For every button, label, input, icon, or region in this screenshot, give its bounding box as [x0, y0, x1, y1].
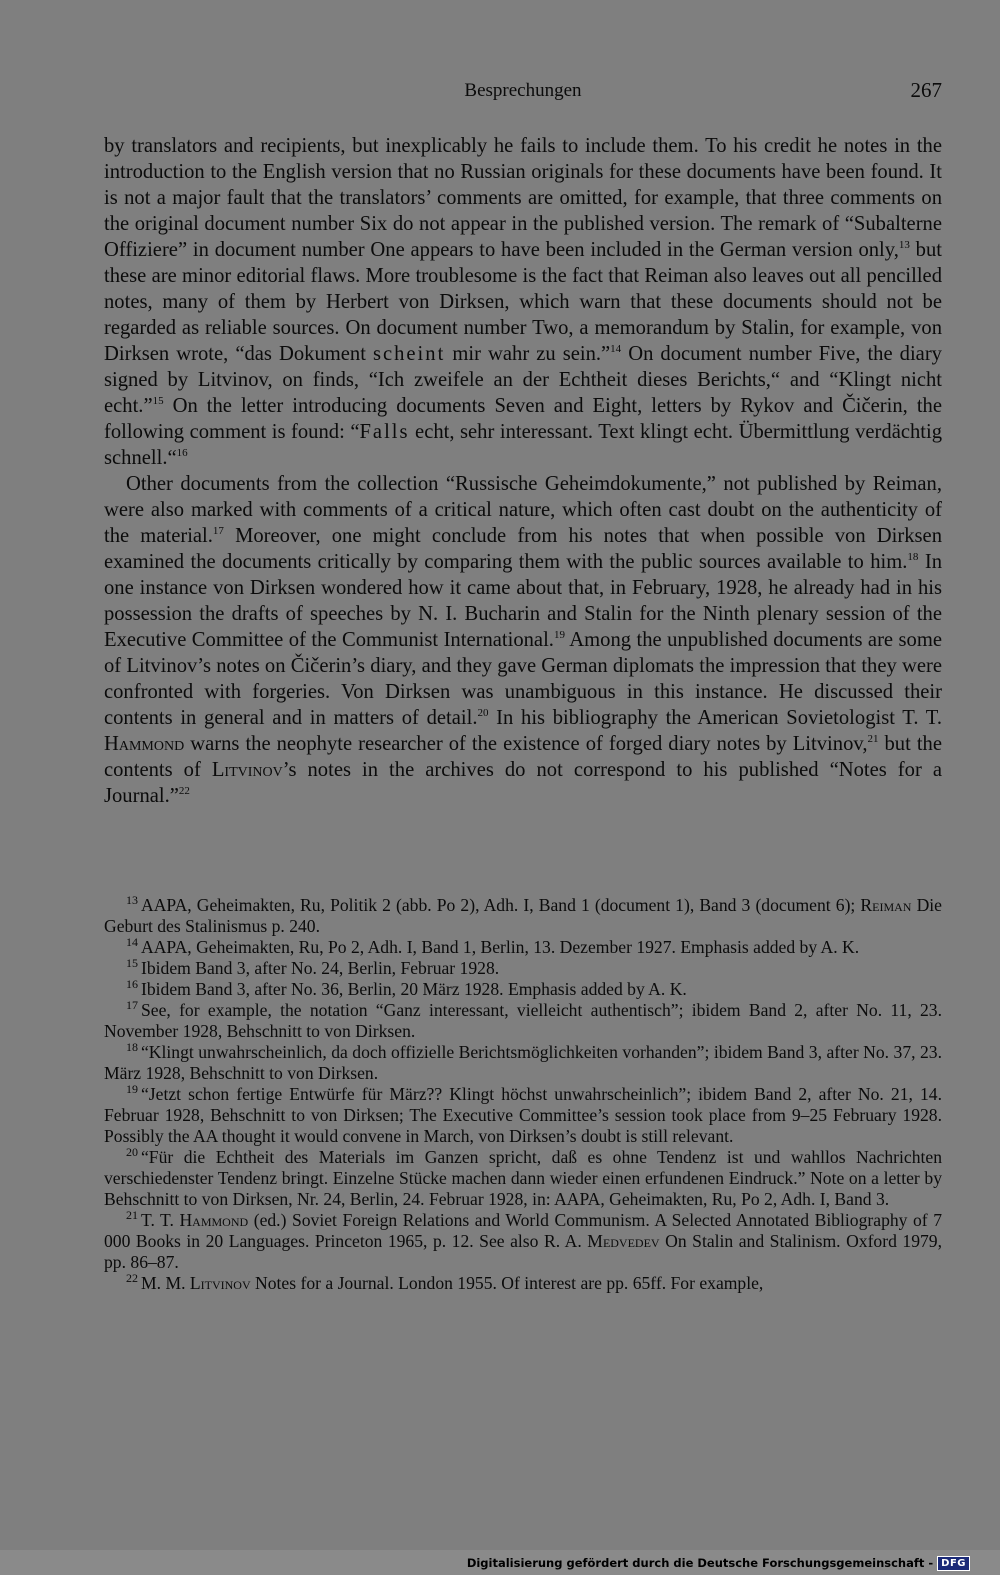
footnote-ref-15: 15 [152, 395, 164, 408]
footnote-ref-20: 20 [477, 707, 489, 720]
footnote-ref-22: 22 [178, 785, 190, 798]
footnote-text: T. T. [141, 1210, 180, 1230]
footnote-22 [104, 1273, 942, 1294]
digitization-credit [467, 1553, 970, 1573]
footnote-ref-14: 14 [610, 343, 622, 356]
text-span: On document number Five, the diary signed by Litvinov, on finds, “Ich zweifele an der Echtheit dieses Berichts,“ and “Klingt nicht echt.” [104, 343, 942, 417]
paragraph-2 [104, 471, 942, 809]
footnote-text: AAPA, Geheimakten, Ru, Politik 2 (abb. Po 2), Adh. I, Band 1 (document 1), Band 3 (document 6); [141, 895, 861, 915]
text-span: mir wahr zu sein.” [445, 343, 611, 365]
footnote-14 [104, 937, 942, 958]
footnote-text: Die Geburt des Stalinismus p. 240. [104, 895, 942, 936]
page-header [104, 78, 942, 108]
footnote-text: Notes for a Journal. London 1955. Of interest are pp. 65ff. For example, [250, 1273, 764, 1293]
author-name: Reiman [860, 895, 912, 915]
text-span: echt, sehr interessant. Text klingt echt. Übermittlung verdächtig schnell.“ [104, 421, 943, 469]
footnote-number: 20 [126, 1145, 138, 1160]
footnote-text: M. M. [141, 1273, 190, 1293]
footnote-text: “Jetzt schon fertige Entwürfe für März?? Klingt höchst unwahrscheinlich”; ibidem Band 2, after No. 21, 14. Februar 1928, Behschnitt to von Dirksen; The Executive Committee’s session took place from 9–25 February 1928. Possibly the AA thought it would convene in March, von Dirksen’s doubt is still relevant. [104, 1084, 942, 1146]
text-span: but the contents of [104, 733, 942, 781]
text-span: Other documents from the collection “Russische Geheimdokumente,” not published by Reiman, were also marked with comments of a critical nature, which often cast doubt on the authenticity of the material. [104, 473, 942, 547]
text-span: On the letter introducing documents Seven and Eight, letters by Rykov and Čičerin, the following comment is found: “ [104, 395, 942, 443]
footnote-text: AAPA, Geheimakten, Ru, Po 2, Adh. I, Band 1, Berlin, 13. Dezember 1927. Emphasis added by A. K. [141, 937, 860, 957]
footnote-number: 18 [126, 1040, 138, 1055]
footnote-number: 15 [126, 956, 138, 971]
footnote-18 [104, 1042, 942, 1084]
footnote-number: 16 [126, 977, 138, 992]
footnotes [104, 895, 942, 1294]
footnote-number: 22 [126, 1271, 138, 1286]
footnote-ref-18: 18 [907, 551, 919, 564]
text-span: In his bibliography the American Sovietologist T. T. [488, 707, 942, 729]
text-span: Moreover, one might conclude from his notes that when possible von Dirksen examined the documents critically by comparing them with the public sources available to him. [104, 525, 942, 573]
footnote-number: 14 [126, 935, 138, 950]
running-head: Besprechungen [464, 80, 582, 101]
footnote-text: (ed.) Soviet Foreign Relations and World Communism. A Selected Annotated Bibliography of 7 000 Books in 20 Languages. Princeton 1965, p. 12. See also R. A. [104, 1210, 942, 1251]
author-name: Hammond [104, 733, 185, 755]
author-name: Litvinov [211, 759, 283, 781]
footnote-13 [104, 895, 942, 937]
author-name: Litvinov [189, 1273, 251, 1293]
footnote-15 [104, 958, 942, 979]
author-name: Medvedev [587, 1231, 660, 1251]
footnote-17 [104, 1000, 942, 1042]
footnote-number: 17 [126, 998, 138, 1013]
footnote-text: See, for example, the notation “Ganz interessant, vielleicht authentisch”; ibidem Band 2, after No. 11, 23. November 1928, Behschnitt to von Dirksen. [104, 1000, 942, 1041]
footnote-text: “Klingt unwahrscheinlich, da doch offizielle Berichtsmöglichkeiten vorhanden”; ibidem Band 3, after No. 37, 23. März 1928, Behschnitt to von Dirksen. [104, 1042, 942, 1083]
footnote-text: “Für die Echtheit des Materials im Ganzen spricht, daß es ohne Tendenz ist und wahllos Nachrichten verschiedenster Tendenz bringt. Einzelne Stücke machen dann wieder einen erfundenen Eindruck.” Note on a letter by Behschnitt to von Dirksen, Nr. 24, Berlin, 24. Februar 1928, in: AAPA, Geheimakten, Ru, Po 2, Adh. I, Band 3. [104, 1147, 942, 1209]
footnote-21 [104, 1210, 942, 1273]
footnote-ref-16: 16 [176, 447, 188, 460]
footnote-ref-17: 17 [212, 525, 224, 538]
body-text [104, 133, 942, 809]
footnote-19 [104, 1084, 942, 1147]
footnote-ref-19: 19 [553, 629, 565, 642]
text-span: by translators and recipients, but inexplicably he fails to include them. To his credit he notes in the introduction to the English version that no Russian originals for these documents have been found. It is not a major fault that the translators’ comments are omitted, for example, that three comments on the original document number Six do not appear in the published version. The remark of “Subalterne Offiziere” in document number One appears to have been included in the German version only, [104, 135, 942, 261]
text-span: warns the neophyte researcher of the existence of forged diary notes by Litvinov, [184, 733, 868, 755]
footnote-20 [104, 1147, 942, 1210]
footnote-number: 21 [126, 1208, 138, 1223]
footnote-text: Ibidem Band 3, after No. 24, Berlin, Februar 1928. [141, 958, 500, 978]
dfg-logo: DFG [937, 1556, 970, 1571]
page-number: 267 [910, 78, 942, 102]
text-span: but these are minor editorial flaws. More troublesome is the fact that Reiman also leaves out all pencilled notes, many of them by Herbert von Dirksen, which warn that these documents should not be regarded as reliable sources. On document number Two, a memorandum by Stalin, for example, von Dirksen wrote, “das Dokument [104, 239, 942, 365]
paragraph-1 [104, 133, 942, 471]
footnote-text: On Stalin and Stalinism. Oxford 1979, pp. 86–87. [104, 1231, 942, 1272]
emphasis-spaced: Falls [359, 421, 410, 443]
footnote-number: 13 [126, 893, 138, 908]
author-name: Hammond [179, 1210, 249, 1230]
footnote-ref-21: 21 [867, 733, 879, 746]
text-span: ’s notes in the archives do not correspond to his published “Notes for a Journal.” [104, 759, 942, 807]
footnote-ref-13: 13 [898, 239, 910, 252]
footnote-number: 19 [126, 1082, 138, 1097]
footnote-text: Ibidem Band 3, after No. 36, Berlin, 20 März 1928. Emphasis added by A. K. [141, 979, 687, 999]
credit-text: Digitalisierung gefördert durch die Deutsche Forschungsgemeinschaft - [466, 1556, 934, 1570]
text-span: Among the unpublished documents are some of Litvinov’s notes on Čičerin’s diary, and they gave German diplomats the impression that they were confronted with forgeries. Von Dirksen was unambiguous in this instance. He discussed their contents in general and in matters of detail. [104, 629, 942, 729]
emphasis-spaced: scheint [372, 343, 446, 365]
text-span: In one instance von Dirksen wondered how it came about that, in February, 1928, he already had in his possession the drafts of speeches by N. I. Bucharin and Stalin for the Ninth plenary session of the Executive Committee of the Communist International. [104, 551, 942, 651]
footnote-16 [104, 979, 942, 1000]
